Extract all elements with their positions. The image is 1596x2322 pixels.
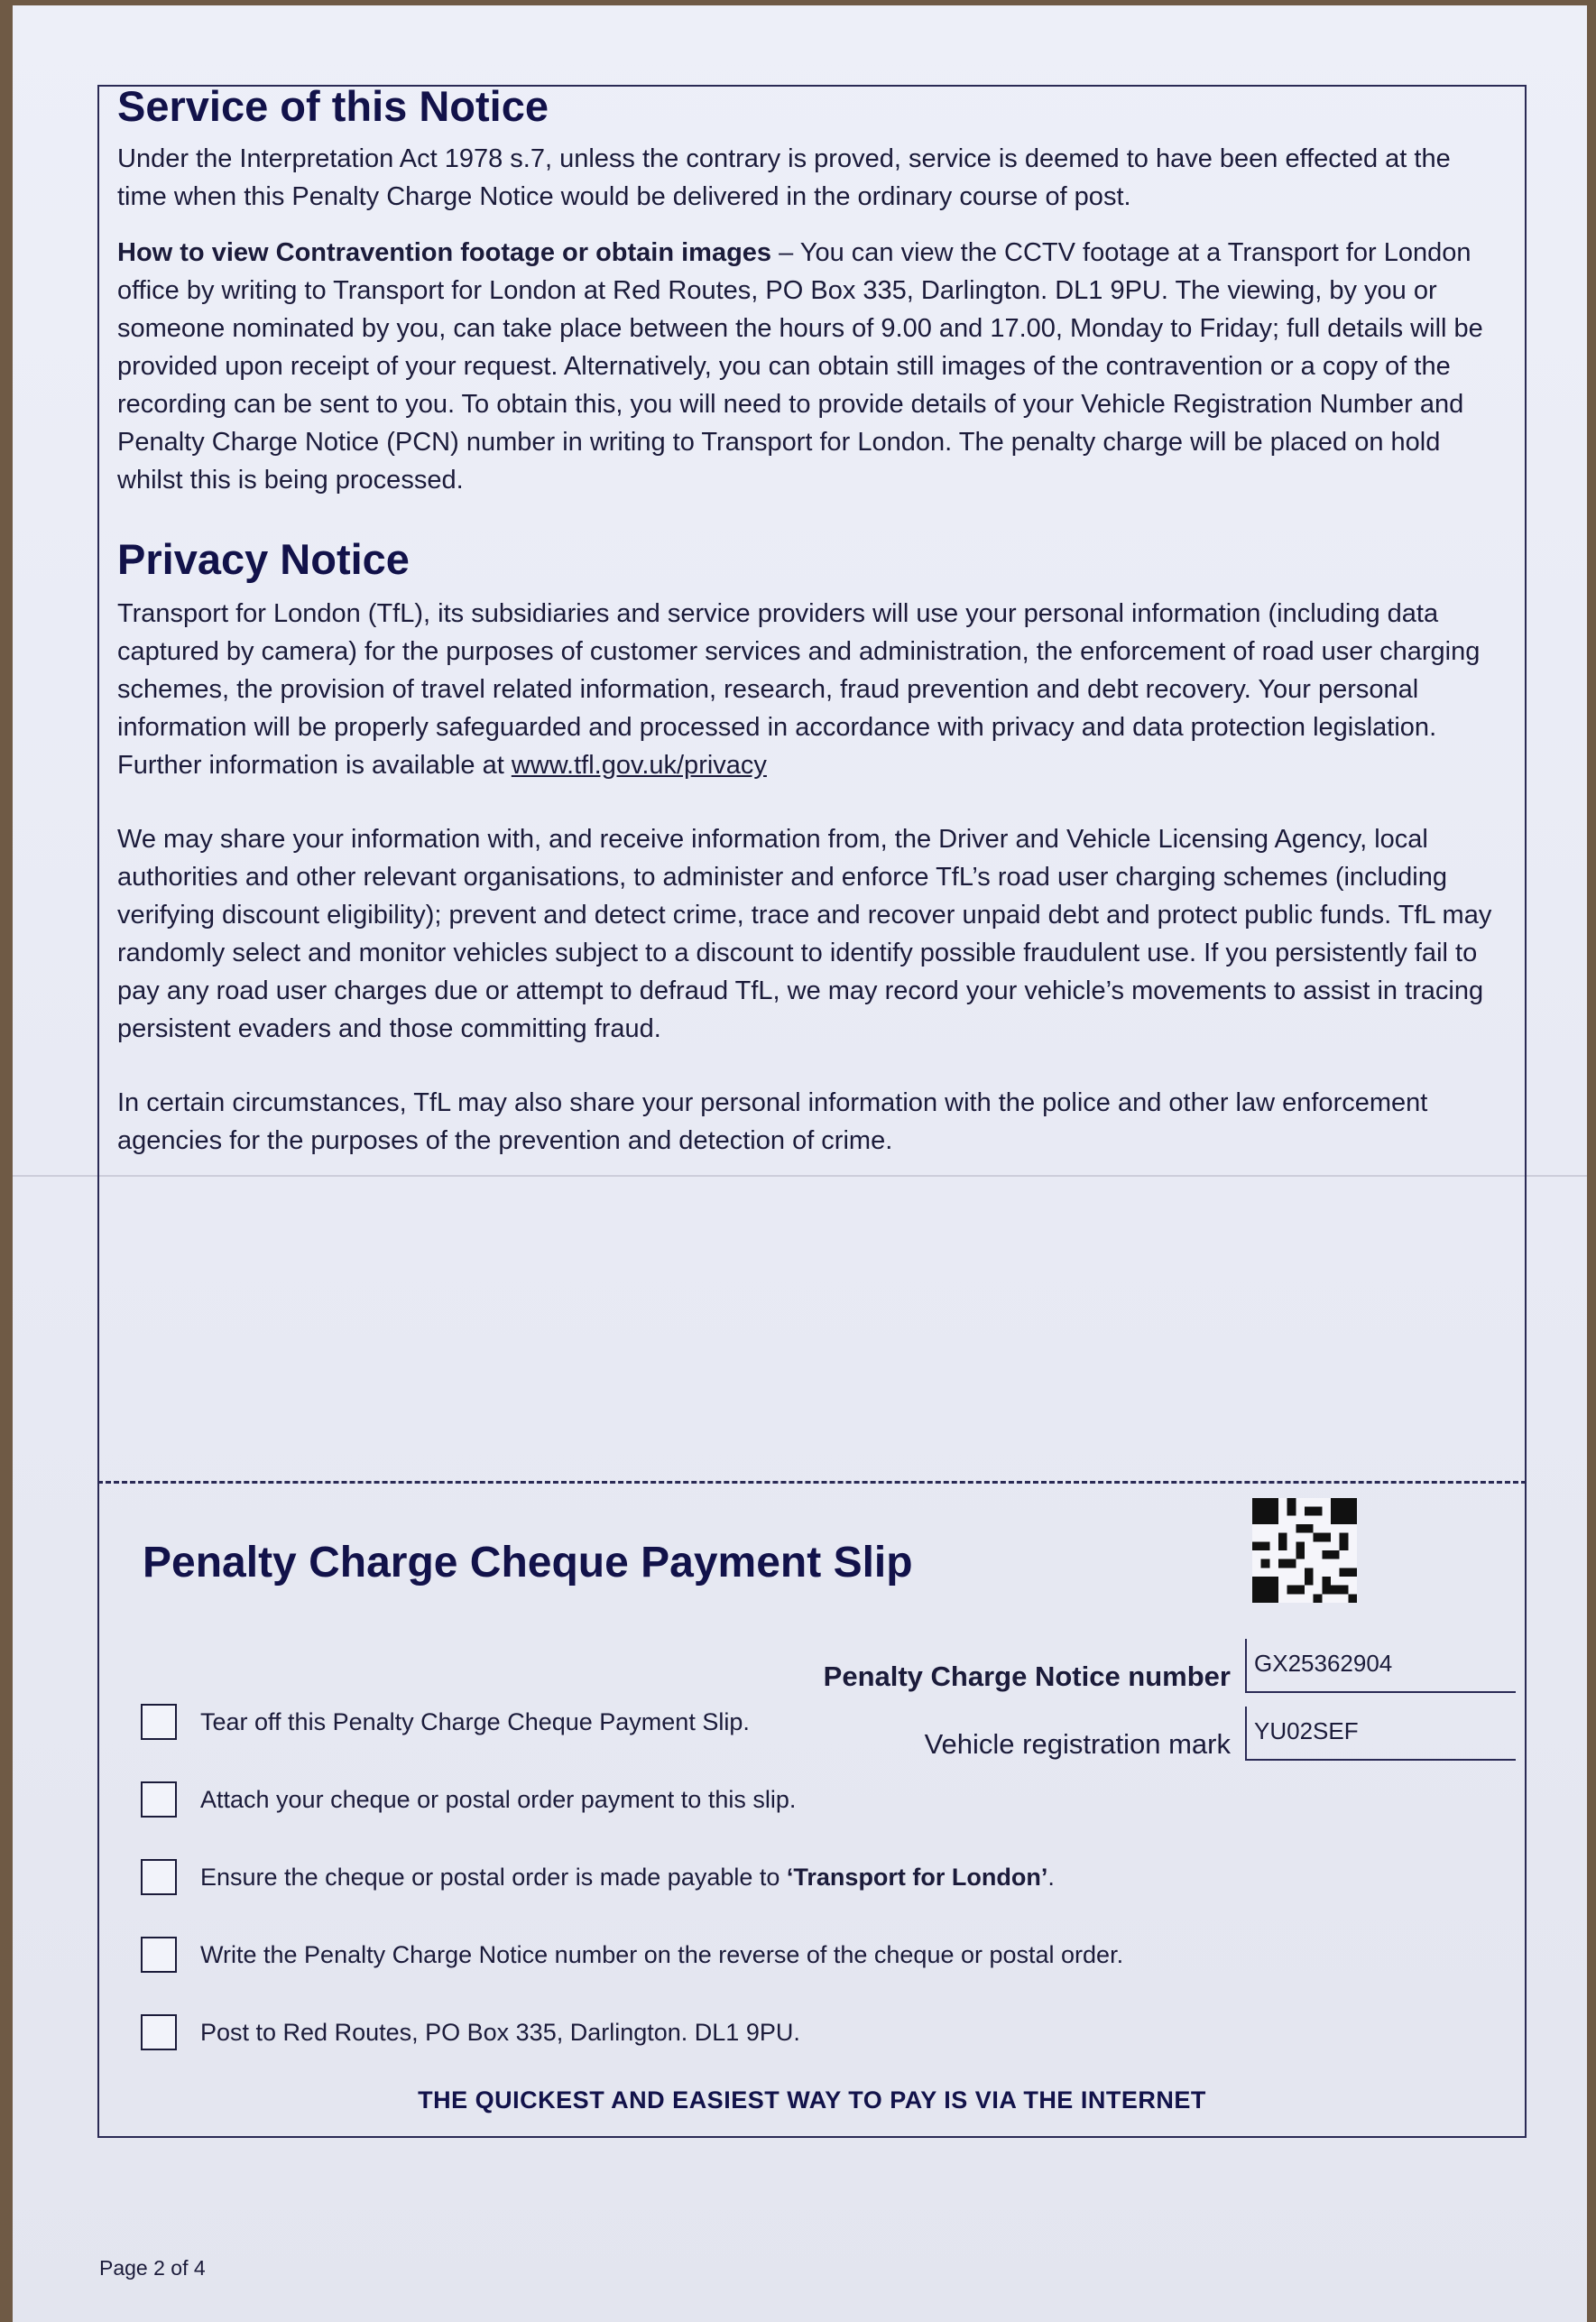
step-text-5: Post to Red Routes, PO Box 335, Darlington. DL1 9PU. xyxy=(200,2018,800,2046)
step-checkbox-2[interactable] xyxy=(141,1781,177,1818)
footage-body: – You can view the CCTV footage at a Transport for London office by writing to Transport for London at Red Routes, PO Box 335, Darlington. DL1 9PU. The viewing, by you or someone nominated by you, can take place between the hours of 9.00 and 17.00, Monday to Friday; full details will be provided upon receipt of your request. Alternatively, you can obtain still images of the contravention or a copy of the recording can be sent to you. To obtain this, you will need to provide details of your Vehicle Registration Number and Penalty Charge Notice (PCN) number in writing to Transport for London. The penalty charge will be placed on hold whilst this is being processed. xyxy=(117,238,1483,495)
step-post xyxy=(141,2014,800,2050)
service-section xyxy=(117,82,1507,499)
pcn-field-row xyxy=(824,1639,1516,1693)
tear-off-line xyxy=(97,1481,1527,1484)
pcn-number-field[interactable]: GX25362904 xyxy=(1245,1639,1516,1693)
page-number: Page 2 of 4 xyxy=(99,2256,206,2280)
step-payable xyxy=(141,1859,1055,1895)
step-attach xyxy=(141,1781,796,1818)
step-tear-off xyxy=(141,1704,750,1740)
vrm-label: Vehicle registration mark xyxy=(924,1728,1231,1760)
pay-online-notice: THE QUICKEST AND EASIEST WAY TO PAY IS VIA THE INTERNET xyxy=(418,2086,1206,2114)
vrm-field-row xyxy=(925,1707,1516,1761)
step-write-pcn xyxy=(141,1937,1123,1973)
privacy-para-2: We may share your information with, and receive information from, the Driver and Vehicle Licensing Agency, local authorities and other relevant organisations, to administer and enforce TfL’s road user charging schemes (including verifying discount eligibility); prevent and detect crime, trace and recover unpaid debt and protect public funds. TfL may randomly select and monitor vehicles subject to a discount to identify possible fraudulent use. If you persistently fail to pay any road user charges due or attempt to defraud TfL, we may record your vehicle’s movements to assist in tracing persistent evaders and those committing fraud. xyxy=(117,825,1492,1043)
qr-code-icon xyxy=(1252,1498,1357,1603)
service-body: Under the Interpretation Act 1978 s.7, unless the contrary is proved, service is deemed to have been effected at the time when this Penalty Charge Notice would be delivered in the ordinary course of post. xyxy=(117,144,1451,211)
step-checkbox-5[interactable] xyxy=(141,2014,177,2050)
pcn-label: Penalty Charge Notice number xyxy=(823,1661,1231,1692)
step-text-3 xyxy=(200,1864,1055,1892)
payee-name: ‘Transport for London’ xyxy=(786,1863,1048,1891)
step-checkbox-3[interactable] xyxy=(141,1859,177,1895)
step-text-1: Tear off this Penalty Charge Cheque Payment Slip. xyxy=(200,1707,750,1735)
privacy-link[interactable]: www.tfl.gov.uk/privacy xyxy=(511,751,767,780)
service-title: Service of this Notice xyxy=(117,82,549,130)
privacy-section xyxy=(117,534,1507,1160)
footage-paragraph xyxy=(117,234,1507,499)
privacy-title: Privacy Notice xyxy=(117,535,410,583)
privacy-para-3: In certain circumstances, TfL may also share your personal information with the police and other law enforcement agencies for the purposes of the prevention and detection of crime. xyxy=(117,1088,1428,1155)
step-text-2: Attach your cheque or postal order payment to this slip. xyxy=(200,1785,797,1813)
vrm-field[interactable]: YU02SEF xyxy=(1245,1707,1516,1761)
slip-title: Penalty Charge Cheque Payment Slip xyxy=(143,1539,913,1587)
payee-suffix: . xyxy=(1047,1863,1055,1891)
step-text-4: Write the Penalty Charge Notice number on the reverse of the cheque or postal order. xyxy=(200,1940,1124,1968)
privacy-para-1 xyxy=(117,595,1507,784)
step-text-3-lead: Ensure the cheque or postal order is made payable to xyxy=(200,1863,787,1891)
step-checkbox-1[interactable] xyxy=(141,1704,177,1740)
step-checkbox-4[interactable] xyxy=(141,1937,177,1973)
notice-frame xyxy=(97,82,1527,2138)
notice-page xyxy=(13,5,1587,2322)
privacy-para-1-text: Transport for London (TfL), its subsidiaries and service providers will use your personal information (including data captured by camera) for the purposes of customer services and administration, the enforcement of road user charging schemes, the provision of travel related information, research, fraud prevention and debt recovery. Your personal information will be properly safeguarded and processed in accordance with privacy and data protection legislation. Further information is available at xyxy=(117,599,1481,780)
footage-heading: How to view Contravention footage or obtain images xyxy=(117,238,772,267)
